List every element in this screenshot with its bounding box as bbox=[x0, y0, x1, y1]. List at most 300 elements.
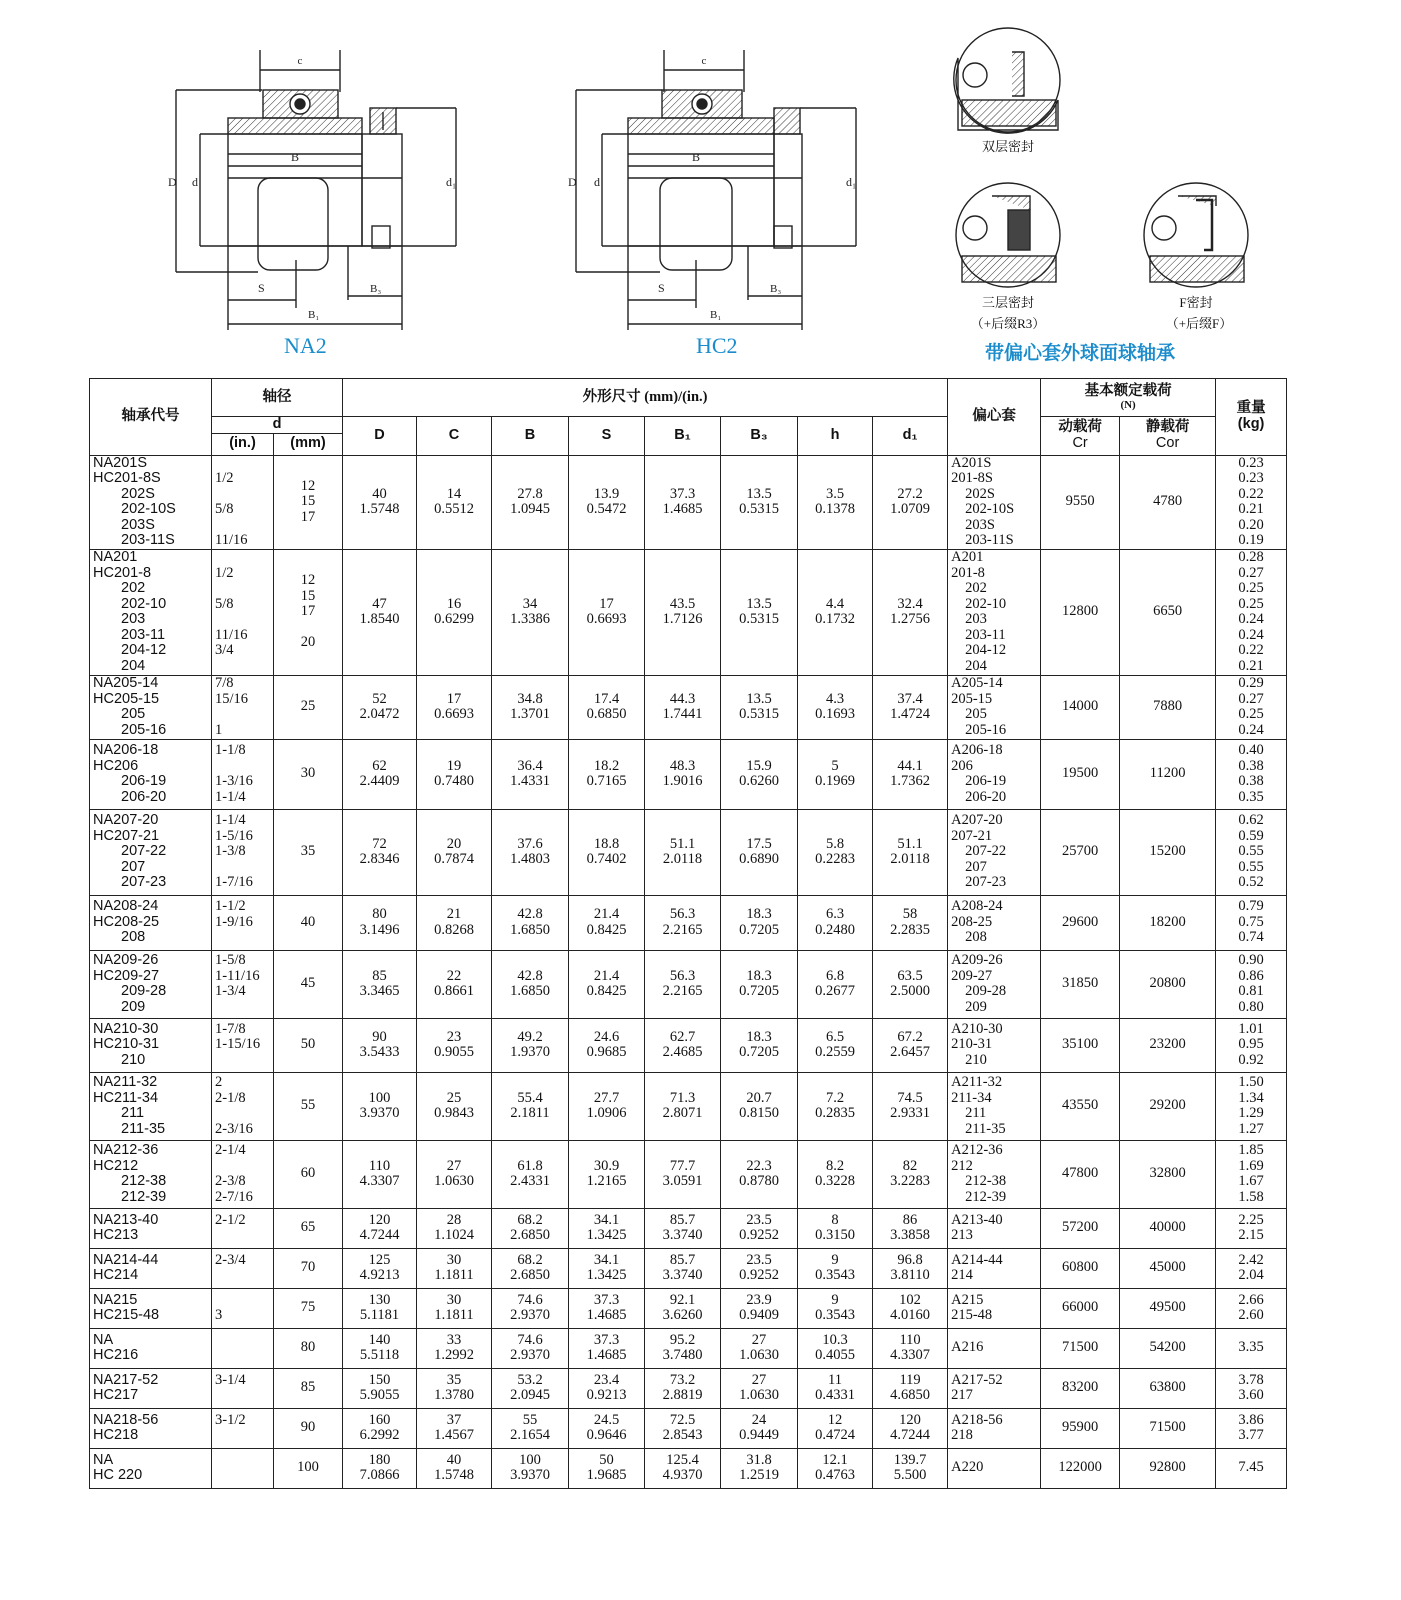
dim-h-line: 0.2283 bbox=[815, 851, 855, 867]
hc2-s-label: S bbox=[658, 281, 665, 295]
cr-cell: 35100 bbox=[1041, 1018, 1120, 1072]
dim-d1-cell bbox=[873, 1248, 948, 1288]
shaft-inch-cell bbox=[212, 1448, 274, 1488]
dim-h-line: 0.4724 bbox=[815, 1427, 855, 1443]
dim-b-cell bbox=[492, 1328, 569, 1368]
na2-label: NA2 bbox=[284, 333, 327, 358]
dim-d-line: 5.5118 bbox=[359, 1347, 400, 1363]
code-line: 207 bbox=[121, 858, 146, 875]
shaft-inch-line: 1-5/16 bbox=[215, 827, 253, 844]
weight-line: 1.85 bbox=[1238, 1142, 1264, 1158]
dim-b-line: 34.8 bbox=[517, 690, 543, 707]
dim-b-line: 68.2 bbox=[517, 1251, 543, 1268]
dim-c-line: 33 bbox=[446, 1331, 462, 1348]
dim-d-cell bbox=[343, 950, 417, 1018]
weight-cell bbox=[1216, 1140, 1287, 1208]
dim-d-line: 52 bbox=[372, 690, 387, 707]
weight-line: 0.27 bbox=[1238, 690, 1264, 707]
dim-b3-line: 27 bbox=[751, 1371, 767, 1388]
dim-d-line: 2.4409 bbox=[359, 773, 400, 789]
weight-line: 2.15 bbox=[1238, 1227, 1264, 1243]
code-line: NA bbox=[93, 1451, 114, 1468]
dim-b3-line: 1.0630 bbox=[739, 1347, 779, 1363]
dim-c-line: 20 bbox=[446, 835, 462, 852]
dim-c-line: 28 bbox=[446, 1211, 462, 1228]
dim-c-line: 0.5512 bbox=[434, 501, 474, 517]
ecc-line: 218 bbox=[951, 1427, 973, 1443]
ecc-line: 202-10 bbox=[965, 595, 1007, 612]
shaft-inch-line: 11/16 bbox=[215, 532, 248, 548]
dim-d1-cell bbox=[873, 1368, 948, 1408]
table-row bbox=[90, 739, 1287, 809]
shaft-mm-cell bbox=[274, 739, 343, 809]
ecc-line: 208-25 bbox=[951, 913, 993, 930]
dim-d1-line: 1.0709 bbox=[890, 501, 930, 517]
weight-line: 2.60 bbox=[1238, 1307, 1264, 1323]
dim-b-line: 1.9370 bbox=[510, 1044, 550, 1060]
shaft-inch-line: 2-7/16 bbox=[215, 1188, 253, 1205]
ecc-line: A213-40 bbox=[951, 1211, 1003, 1228]
header-shaft-mm: (mm) bbox=[274, 433, 343, 455]
code-line: 203 bbox=[121, 611, 146, 627]
table-row bbox=[90, 1140, 1287, 1208]
dim-b3-line: 0.6260 bbox=[739, 773, 779, 789]
dim-h-cell bbox=[798, 1018, 873, 1072]
dim-b3-line: 27 bbox=[751, 1331, 767, 1348]
dim-b3-line: 23.9 bbox=[746, 1291, 772, 1308]
shaft-inch-line bbox=[215, 1000, 270, 1016]
ecc-cell bbox=[948, 1018, 1041, 1072]
weight-line: 0.19 bbox=[1238, 532, 1264, 548]
dim-b3-cell bbox=[721, 950, 798, 1018]
dim-d-line: 100 bbox=[368, 1089, 391, 1106]
dim-b3-cell bbox=[721, 739, 798, 809]
dim-b1-line: 4.9370 bbox=[662, 1467, 703, 1483]
code-cell bbox=[90, 1018, 212, 1072]
dim-b-line: 1.6850 bbox=[510, 921, 550, 938]
weight-cell bbox=[1216, 1448, 1287, 1488]
dim-b1-cell bbox=[645, 809, 721, 895]
dim-d-line: 6.2992 bbox=[359, 1427, 400, 1443]
shaft-inch-cell bbox=[212, 1208, 274, 1248]
weight-cell bbox=[1216, 950, 1287, 1018]
dim-s-line: 0.9646 bbox=[586, 1427, 627, 1443]
code-line: 203-11S bbox=[121, 532, 175, 548]
weight-cell bbox=[1216, 675, 1287, 739]
ecc-line: 207-21 bbox=[951, 827, 993, 844]
shaft-mm-cell bbox=[274, 809, 343, 895]
na2-b1-label: B₁ bbox=[308, 309, 320, 321]
code-line: HC 220 bbox=[93, 1467, 143, 1483]
ecc-line: A214-44 bbox=[951, 1251, 1003, 1268]
code-line: 203S bbox=[121, 516, 155, 533]
weight-line: 3.78 bbox=[1238, 1371, 1264, 1388]
ecc-line: A208-24 bbox=[951, 898, 1003, 915]
dim-b1-line: 72.5 bbox=[669, 1411, 696, 1428]
dim-s-cell bbox=[569, 1248, 645, 1288]
dim-s-cell bbox=[569, 549, 645, 675]
dim-b3-cell bbox=[721, 895, 798, 950]
cr-cell: 60800 bbox=[1041, 1248, 1120, 1288]
dim-b-line: 2.6850 bbox=[510, 1267, 550, 1283]
weight-line: 0.23 bbox=[1238, 454, 1264, 471]
shaft-mm-line: 25 bbox=[300, 698, 316, 715]
dim-b-line: 42.8 bbox=[517, 967, 543, 984]
dim-b-line: 2.4331 bbox=[510, 1173, 550, 1189]
shaft-mm-cell bbox=[274, 1328, 343, 1368]
dim-b1-cell bbox=[645, 1248, 721, 1288]
header-load bbox=[1041, 379, 1216, 417]
dim-b1-line: 1.7126 bbox=[662, 611, 703, 627]
shaft-mm-cell bbox=[274, 895, 343, 950]
dim-c-line: 0.8661 bbox=[434, 983, 474, 999]
cr-cell: 66000 bbox=[1041, 1288, 1120, 1328]
weight-line: 0.22 bbox=[1238, 485, 1264, 502]
cr-cell: 31850 bbox=[1041, 950, 1120, 1018]
dim-d-cell bbox=[343, 1448, 417, 1488]
dim-s-line: 34.1 bbox=[593, 1251, 620, 1268]
ecc-cell bbox=[948, 1328, 1041, 1368]
dim-b1-line: 48.3 bbox=[669, 757, 696, 774]
dim-d1-cell bbox=[873, 1288, 948, 1328]
weight-line: 0.92 bbox=[1238, 1051, 1264, 1068]
code-line: 205 bbox=[121, 706, 146, 722]
dim-c-cell bbox=[417, 455, 492, 549]
shaft-mm-line bbox=[277, 620, 339, 636]
shaft-mm-line: 15 bbox=[300, 587, 316, 604]
table-row bbox=[90, 1248, 1287, 1288]
weight-line: 0.95 bbox=[1238, 1036, 1264, 1053]
dim-b3-cell bbox=[721, 809, 798, 895]
dim-c-cell bbox=[417, 950, 492, 1018]
table-row bbox=[90, 1072, 1287, 1140]
dim-s-cell bbox=[569, 1448, 645, 1488]
dim-b3-line: 0.6890 bbox=[739, 851, 779, 867]
f-seal-caption: F密封 bbox=[1179, 295, 1213, 310]
dim-b1-line: 71.3 bbox=[669, 1089, 696, 1106]
ecc-line: 207-23 bbox=[965, 874, 1007, 891]
shaft-inch-line: 1-9/16 bbox=[215, 913, 253, 930]
dim-d-line: 1.5748 bbox=[359, 501, 400, 517]
dim-b3-line: 13.5 bbox=[746, 485, 772, 502]
code-cell bbox=[90, 549, 212, 675]
cor-cell: 15200 bbox=[1120, 809, 1216, 895]
dim-b-line: 74.6 bbox=[517, 1331, 543, 1348]
weight-cell bbox=[1216, 455, 1287, 549]
dim-d1-cell bbox=[873, 1328, 948, 1368]
code-cell bbox=[90, 1328, 212, 1368]
dim-d-line: 5.1181 bbox=[359, 1307, 400, 1323]
weight-line: 1.69 bbox=[1238, 1157, 1264, 1174]
shaft-inch-cell bbox=[212, 1018, 274, 1072]
weight-line: 7.45 bbox=[1238, 1459, 1264, 1476]
dim-h-cell bbox=[798, 1408, 873, 1448]
weight-line: 0.27 bbox=[1238, 564, 1264, 581]
shaft-mm-line: 15 bbox=[300, 493, 316, 510]
shaft-mm-line: 50 bbox=[300, 1036, 316, 1053]
ecc-line: A205-14 bbox=[951, 675, 1003, 691]
na2-drawing bbox=[168, 50, 456, 330]
dim-b1-cell bbox=[645, 1328, 721, 1368]
dim-h-cell bbox=[798, 1140, 873, 1208]
cor-cell: 32800 bbox=[1120, 1140, 1216, 1208]
weight-line: 0.55 bbox=[1238, 858, 1264, 875]
dim-b1-line: 2.8071 bbox=[662, 1105, 703, 1121]
code-line: HC216 bbox=[93, 1347, 139, 1363]
dim-d-cell bbox=[343, 895, 417, 950]
dim-s-line: 37.3 bbox=[593, 1331, 620, 1348]
header-stat-sym: Cor bbox=[1155, 434, 1180, 451]
dim-d-cell bbox=[343, 1288, 417, 1328]
dim-b1-cell bbox=[645, 895, 721, 950]
dim-b3-cell bbox=[721, 1328, 798, 1368]
f-seal-suffix: （+后缀F） bbox=[1165, 316, 1233, 331]
ecc-line: 203-11 bbox=[965, 626, 1006, 643]
dim-c-line: 27 bbox=[446, 1157, 462, 1174]
shaft-mm-line: 20 bbox=[300, 634, 316, 651]
na2-d1-label: d₁ bbox=[446, 175, 457, 189]
dim-d-line: 2.8346 bbox=[359, 851, 400, 867]
weight-cell bbox=[1216, 1208, 1287, 1248]
code-line: 204-12 bbox=[121, 642, 167, 658]
code-cell bbox=[90, 455, 212, 549]
header-load-unit: (N) bbox=[1120, 398, 1136, 411]
ecc-cell bbox=[948, 675, 1041, 739]
shaft-inch-line: 1/2 bbox=[215, 564, 234, 581]
dim-b-cell bbox=[492, 1288, 569, 1328]
dim-c-cell bbox=[417, 1072, 492, 1140]
shaft-mm-line: 85 bbox=[300, 1379, 316, 1396]
dim-d1-cell bbox=[873, 1408, 948, 1448]
ecc-line: 210 bbox=[965, 1051, 987, 1068]
cor-cell: 6650 bbox=[1120, 549, 1216, 675]
dim-d-line: 160 bbox=[368, 1411, 391, 1428]
weight-cell bbox=[1216, 1248, 1287, 1288]
dim-d1-line: 37.4 bbox=[897, 690, 923, 707]
shaft-inch-line: 3-1/2 bbox=[215, 1411, 246, 1428]
dim-s-line: 1.0906 bbox=[586, 1105, 627, 1121]
weight-line: 2.25 bbox=[1238, 1211, 1264, 1228]
code-cell bbox=[90, 1248, 212, 1288]
dim-h-line: 0.3543 bbox=[815, 1267, 855, 1283]
dim-d1-cell bbox=[873, 1018, 948, 1072]
dim-c-line: 0.6299 bbox=[434, 611, 474, 627]
dim-c-line: 30 bbox=[446, 1291, 462, 1308]
shaft-mm-cell bbox=[274, 675, 343, 739]
shaft-mm-line: 70 bbox=[300, 1259, 316, 1276]
cr-cell: 19500 bbox=[1041, 739, 1120, 809]
shaft-mm-line: 12 bbox=[300, 572, 316, 589]
dim-d1-cell bbox=[873, 1208, 948, 1248]
dim-b3-cell bbox=[721, 1072, 798, 1140]
dim-d-cell bbox=[343, 1368, 417, 1408]
ecc-line: 205 bbox=[965, 706, 987, 722]
na2-b-label: B bbox=[290, 150, 300, 164]
product-title: 带偏心套外球面球轴承 bbox=[985, 343, 1176, 364]
ecc-line: 205-16 bbox=[965, 721, 1007, 738]
dim-c-cell bbox=[417, 739, 492, 809]
triple-seal-caption: 三层密封 bbox=[981, 295, 1034, 310]
dim-b1-cell bbox=[645, 950, 721, 1018]
ecc-line: 211-34 bbox=[951, 1089, 992, 1106]
weight-line: 1.67 bbox=[1238, 1173, 1264, 1189]
dim-b3-line: 0.9449 bbox=[739, 1427, 779, 1443]
shaft-inch-line bbox=[215, 1468, 270, 1484]
code-line: 210 bbox=[121, 1051, 146, 1068]
dim-s-line: 23.4 bbox=[593, 1371, 620, 1388]
header-d1: d₁ bbox=[873, 417, 948, 456]
dim-d1-line: 139.7 bbox=[893, 1451, 927, 1468]
ecc-line: 203 bbox=[965, 611, 987, 627]
dim-b1-line: 1.7441 bbox=[662, 706, 703, 722]
dim-b1-line: 1.4685 bbox=[662, 501, 703, 517]
header-stat-title: 静载荷 bbox=[1145, 419, 1190, 436]
code-line: HC201-8S bbox=[93, 470, 161, 486]
dim-b1-line: 2.8543 bbox=[662, 1427, 703, 1443]
dim-c-cell bbox=[417, 1288, 492, 1328]
shaft-inch-line: 3/4 bbox=[215, 642, 234, 658]
shaft-inch-line bbox=[215, 550, 270, 566]
dim-d1-line: 58 bbox=[902, 906, 918, 922]
dim-h-line: 8 bbox=[831, 1211, 839, 1228]
shaft-mm-line: 40 bbox=[300, 913, 316, 930]
shaft-inch-line: 1-1/8 bbox=[215, 742, 246, 758]
shaft-mm-cell bbox=[274, 950, 343, 1018]
dim-h-cell bbox=[798, 1072, 873, 1140]
dim-c-line: 17 bbox=[446, 690, 462, 707]
dim-b3-cell bbox=[721, 1140, 798, 1208]
shaft-inch-line bbox=[215, 707, 270, 723]
cr-cell: 122000 bbox=[1041, 1448, 1120, 1488]
shaft-inch-line bbox=[215, 759, 270, 775]
ecc-line: 209-28 bbox=[965, 983, 1007, 999]
shaft-inch-line bbox=[215, 487, 270, 503]
dim-h-line: 6.8 bbox=[825, 967, 845, 984]
dim-d-line: 7.0866 bbox=[359, 1467, 400, 1483]
shaft-mm-line: 60 bbox=[300, 1165, 316, 1182]
dim-h-line: 0.4055 bbox=[815, 1347, 855, 1363]
code-line: NA bbox=[93, 1331, 114, 1348]
table-row bbox=[90, 1408, 1287, 1448]
shaft-inch-cell bbox=[212, 455, 274, 549]
dim-c-cell bbox=[417, 675, 492, 739]
shaft-mm-cell bbox=[274, 1248, 343, 1288]
ecc-line: 204-12 bbox=[965, 642, 1007, 658]
ecc-line: 209-27 bbox=[951, 967, 993, 984]
weight-cell bbox=[1216, 1368, 1287, 1408]
dim-h-cell bbox=[798, 1288, 873, 1328]
cor-cell: 20800 bbox=[1120, 950, 1216, 1018]
code-line: NA201S bbox=[93, 454, 148, 471]
cor-cell: 63800 bbox=[1120, 1368, 1216, 1408]
dim-d1-line: 51.1 bbox=[897, 835, 923, 852]
code-line: 211-35 bbox=[121, 1120, 166, 1137]
shaft-inch-line: 1-1/4 bbox=[215, 812, 246, 829]
dim-b1-line: 3.3740 bbox=[662, 1227, 703, 1243]
code-line: HC211-34 bbox=[93, 1089, 159, 1106]
table-row bbox=[90, 455, 1287, 549]
weight-line: 0.25 bbox=[1238, 580, 1264, 596]
dim-h-line: 0.4763 bbox=[815, 1467, 855, 1483]
f-seal-detail bbox=[1144, 183, 1248, 287]
ecc-line: A209-26 bbox=[951, 952, 1003, 968]
dim-h-cell bbox=[798, 950, 873, 1018]
shaft-inch-line: 1-1/2 bbox=[215, 898, 246, 915]
cor-cell: 54200 bbox=[1120, 1328, 1216, 1368]
shaft-inch-line: 1-7/16 bbox=[215, 874, 253, 891]
dim-s-line: 17.4 bbox=[593, 690, 620, 707]
code-line: 202-10S bbox=[121, 501, 176, 517]
ecc-cell bbox=[948, 1072, 1041, 1140]
dim-b1-line: 95.2 bbox=[669, 1331, 696, 1348]
dim-s-line: 1.4685 bbox=[586, 1307, 627, 1323]
weight-line: 0.21 bbox=[1238, 501, 1264, 517]
code-line: NA214-44 bbox=[93, 1251, 159, 1268]
dim-c-line: 25 bbox=[446, 1089, 462, 1106]
dim-c-line: 0.6693 bbox=[434, 706, 474, 722]
code-line: NA205-14 bbox=[93, 675, 159, 691]
dim-d1-line: 67.2 bbox=[897, 1028, 923, 1045]
shaft-inch-line bbox=[215, 930, 270, 946]
hc2-big-d-label: D bbox=[568, 175, 577, 189]
dim-b-cell bbox=[492, 1208, 569, 1248]
dim-s-cell bbox=[569, 895, 645, 950]
dim-d-cell bbox=[343, 549, 417, 675]
dim-c-line: 1.3780 bbox=[434, 1387, 474, 1403]
shaft-inch-line: 7/8 bbox=[215, 675, 234, 691]
dim-s-cell bbox=[569, 950, 645, 1018]
dim-s-line: 37.3 bbox=[593, 1291, 620, 1308]
dim-b1-line: 73.2 bbox=[669, 1371, 696, 1388]
dim-b1-cell bbox=[645, 739, 721, 809]
weight-line: 0.86 bbox=[1238, 967, 1264, 984]
dim-d-line: 72 bbox=[372, 835, 387, 852]
ecc-line: 206-20 bbox=[965, 788, 1007, 805]
dim-d-cell bbox=[343, 1072, 417, 1140]
dim-s-cell bbox=[569, 1408, 645, 1448]
weight-line: 1.58 bbox=[1238, 1188, 1264, 1205]
dim-h-line: 5 bbox=[831, 757, 839, 774]
dim-b3-cell bbox=[721, 1018, 798, 1072]
shaft-inch-line: 1-3/8 bbox=[215, 843, 246, 860]
dim-b3-cell bbox=[721, 1448, 798, 1488]
shaft-mm-line: 45 bbox=[300, 975, 316, 992]
table-row bbox=[90, 809, 1287, 895]
dim-d-cell bbox=[343, 1208, 417, 1248]
shaft-inch-line bbox=[215, 581, 270, 597]
dim-b1-line: 3.6260 bbox=[662, 1307, 703, 1323]
ecc-line: A201S bbox=[951, 454, 992, 471]
dim-b1-cell bbox=[645, 549, 721, 675]
dim-d1-line: 63.5 bbox=[897, 967, 923, 984]
header-S: S bbox=[569, 417, 645, 456]
dim-b3-cell bbox=[721, 675, 798, 739]
code-line: HC209-27 bbox=[93, 967, 160, 984]
code-line: 203-11 bbox=[121, 626, 166, 643]
dim-d1-line: 74.5 bbox=[897, 1089, 923, 1106]
ecc-line: 212-39 bbox=[965, 1188, 1007, 1205]
dim-c-cell bbox=[417, 1328, 492, 1368]
dim-b1-line: 85.7 bbox=[669, 1211, 696, 1228]
dim-s-line: 0.8425 bbox=[586, 921, 627, 938]
shaft-mm-line: 12 bbox=[300, 477, 316, 494]
dim-h-line: 12 bbox=[827, 1411, 843, 1428]
hc2-drawing bbox=[568, 50, 856, 330]
shaft-inch-line bbox=[215, 1106, 270, 1122]
dim-b3-line: 1.0630 bbox=[739, 1387, 779, 1403]
header-h: h bbox=[798, 417, 873, 456]
dim-b3-cell bbox=[721, 549, 798, 675]
